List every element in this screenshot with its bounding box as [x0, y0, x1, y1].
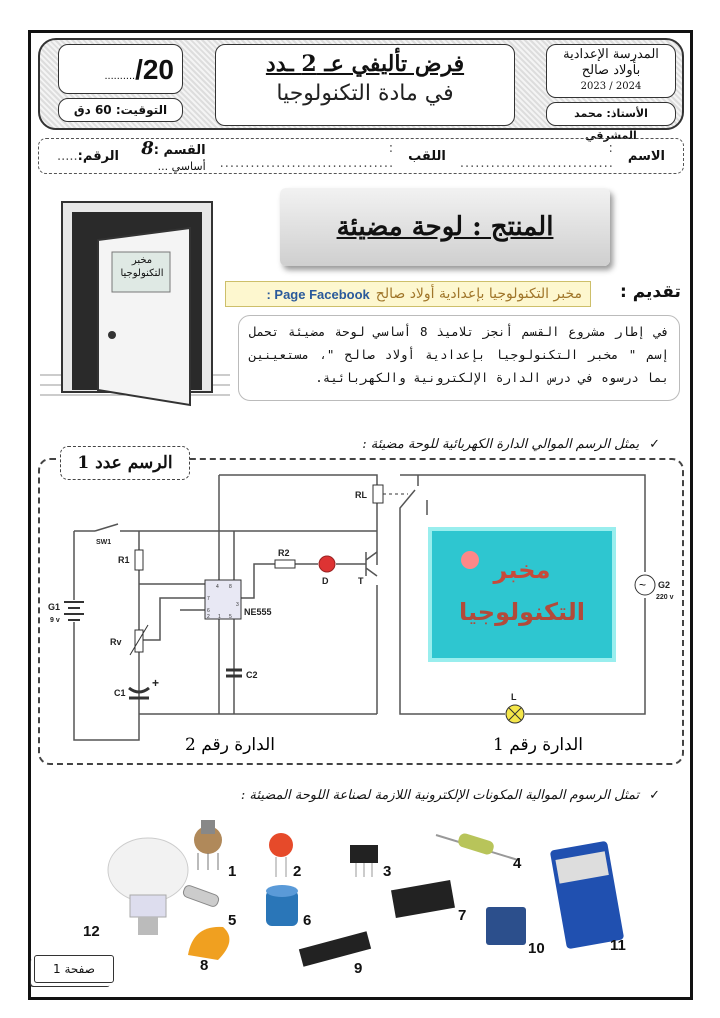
score-box: ........../20 [58, 44, 183, 94]
component-number-11: 11 [610, 937, 626, 954]
battery-g1 [64, 602, 84, 620]
variable-capacitor-8 [188, 927, 229, 960]
school-name: المدرسة الإعدادية [563, 47, 659, 62]
circuit1-caption: الدارة رقم 1 [493, 735, 583, 755]
intro-label: تقديم : [620, 282, 681, 302]
bulb-12 [108, 838, 188, 935]
label-r1: R1 [118, 555, 130, 565]
pin-4: 4 [216, 584, 219, 590]
component-number-5: 5 [228, 912, 237, 929]
label-g2-voltage: 220 v [656, 594, 674, 601]
door-illustration [40, 190, 230, 415]
label-r2: R2 [278, 548, 290, 558]
ne555-chip [205, 580, 241, 619]
product-title: المنتج : لوحة مضيئة [280, 188, 610, 266]
exam-header [38, 38, 684, 142]
label-t: T [358, 576, 364, 586]
pin-3: 3 [236, 602, 239, 608]
number-label: الرقم: [77, 148, 120, 164]
exam-title [215, 44, 515, 126]
title-line2: في مادة التكنولوجيا [276, 81, 454, 106]
component-number-3: 3 [383, 863, 392, 880]
circuit2-caption: الدارة رقم 2 [185, 735, 275, 755]
components-gallery [38, 815, 684, 985]
check-icon: ✓ [649, 788, 660, 803]
surname-field[interactable]: : .................................. [219, 141, 395, 171]
facebook-page-bar [225, 281, 591, 307]
pin-8: 8 [229, 584, 232, 590]
component-number-6: 6 [303, 912, 312, 929]
class-label: القسم : [153, 143, 206, 158]
component-number-7: 7 [458, 907, 467, 924]
panel-lamp [461, 551, 479, 569]
capacitor-6 [266, 885, 298, 926]
label-rl: RL [355, 490, 367, 500]
section1-text: يمثل الرسم الموالي الدارة الكهربائية للوحة مضيئة : [362, 437, 640, 452]
label-g1-voltage: 9 v [50, 617, 60, 624]
ac-symbol-icon: ~ [639, 578, 647, 592]
component-number-9: 9 [354, 960, 363, 977]
page-number: صفحة 1 [34, 955, 114, 983]
transistor-3 [350, 845, 378, 877]
class-value: 8 [141, 138, 154, 159]
facebook-page-label: : Page Facebook [266, 286, 370, 302]
resistor-4 [436, 832, 518, 860]
panel-text-line2: التكنولوجيا [459, 598, 585, 626]
battery-11 [550, 841, 624, 950]
pin-7: 7 [207, 596, 210, 602]
label-g2: G2 [658, 580, 671, 590]
variable-resistor-rv [135, 630, 143, 652]
teacher-label: الأستاذ: [606, 107, 648, 120]
figure-label: الرسم عدد 1 [60, 446, 190, 480]
school-place: بأولاد صالح [581, 63, 641, 78]
pin-2: 2 [207, 614, 210, 620]
score-total: /20 [135, 54, 174, 85]
component-number-10: 10 [528, 940, 545, 957]
name-field[interactable]: : .............................. [459, 141, 614, 171]
class-suffix: أساسي ... [157, 160, 206, 173]
switch-sw1 [95, 524, 118, 531]
relay-coil-rl [373, 485, 383, 503]
led-d [319, 556, 335, 572]
circuit-figure [38, 458, 684, 765]
section1-instruction [362, 437, 660, 452]
pin-6: 6 [207, 608, 210, 614]
component-number-2: 2 [293, 863, 302, 880]
panel-text-line1: مخبر [493, 556, 551, 584]
label-g1: G1 [48, 602, 61, 612]
label-ne555: NE555 [244, 607, 272, 617]
led-2 [269, 833, 293, 877]
timing-value: 60 دق [73, 103, 112, 117]
circuit-diagram [40, 460, 686, 767]
component-number-4: 4 [513, 855, 522, 872]
pin-1: 1 [218, 614, 221, 620]
school-year: 2024 / 2023 [580, 81, 642, 92]
component-number-8: 8 [200, 957, 209, 974]
number-field[interactable]: ..... [57, 148, 78, 164]
light-panel-image [430, 529, 614, 660]
label-sw1: SW1 [96, 539, 112, 546]
section2-text: تمثل الرسوم الموالية المكونات الإلكترونية اللازمة لصناعة اللوحة المضيئة : [240, 788, 640, 803]
pin-5: 5 [229, 614, 232, 620]
facebook-page-name: مخبر التكنولوجيا بإعدادية أولاد صالح [375, 286, 582, 302]
resistor-r1 [135, 550, 143, 570]
label-l: L [511, 692, 517, 702]
timing-box [58, 98, 183, 122]
resistor-r2 [275, 560, 295, 568]
name-label: الاسم [627, 148, 665, 164]
relay-chip-7 [391, 880, 455, 918]
teacher-name: محمد المشرقي [574, 107, 637, 142]
label-d: D [322, 576, 329, 586]
component-number-1: 1 [228, 863, 237, 880]
title-line1: فرض تأليفي عـ 2 ـدد [265, 51, 465, 77]
intro-paragraph: في إطار مشروع القسم أنجز تلاميذ 8 أساسي لوحة مضيئة تحمل إسم " مخبر التكنولوجيا بإعدادية أولاد صالح "، مستعينين بما درسوه في درس الدارة الإلكترونية والكهربائية. [238, 315, 680, 401]
component-number-12: 12 [83, 923, 100, 940]
relay-10 [486, 907, 526, 945]
label-rv: Rv [110, 637, 122, 647]
fuse-5 [182, 884, 220, 908]
check-icon: ✓ [649, 437, 660, 452]
student-info-row [38, 138, 684, 174]
label-c1: C1 [114, 688, 126, 698]
teacher-box [546, 102, 676, 142]
surname-label: اللقب [408, 148, 446, 164]
section2-instruction [241, 788, 660, 803]
door-sign-text: مخبر التكنولوجيا [120, 255, 164, 279]
potentiometer-1 [194, 820, 222, 870]
svg-text:+: + [152, 676, 160, 690]
label-c2: C2 [246, 670, 258, 680]
school-box [546, 44, 676, 98]
timing-label: التوقيت: [115, 103, 168, 117]
